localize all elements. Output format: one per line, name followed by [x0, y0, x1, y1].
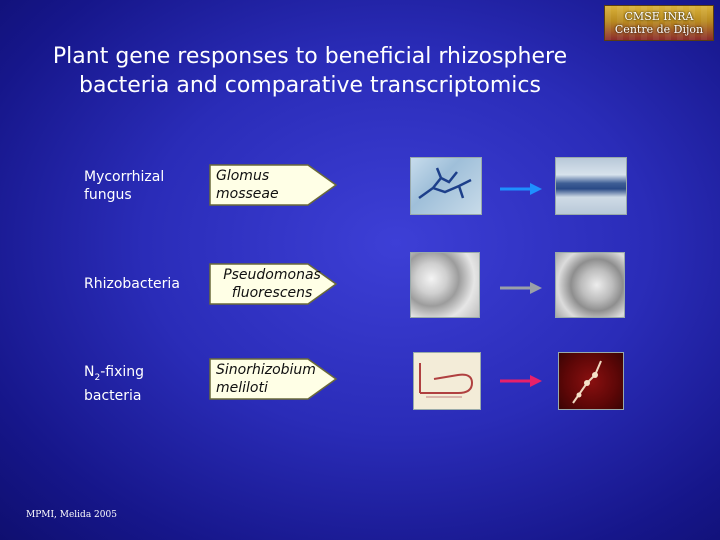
infection-thread-drawing — [414, 353, 480, 409]
logo-line-1: CMSE INRA — [624, 10, 694, 23]
nodulated-root-image — [558, 352, 624, 410]
bacteria-tem-image — [410, 252, 480, 318]
logo-line-2: Centre de Dijon — [614, 23, 704, 36]
row-label-line1: Rhizobacteria — [84, 276, 180, 292]
row-label-line1 — [84, 363, 144, 387]
footer-citation: MPMI, Melida 2005 — [26, 510, 117, 520]
organism-genus: Sinorhizobium — [216, 362, 316, 378]
label-fixing: -fixing — [100, 364, 145, 380]
organism-name — [216, 361, 328, 397]
organism-name — [216, 167, 328, 203]
organism-arrow-sinorhizobium — [208, 357, 338, 401]
transition-arrow-3 — [500, 372, 542, 384]
organism-genus: Glomus — [216, 168, 270, 184]
mycorrhiza-hyphae-image — [410, 157, 482, 215]
root-cell-tem-image — [555, 252, 625, 318]
row-label-n2-fixing — [84, 363, 144, 405]
organism-species: meliloti — [216, 380, 268, 396]
infection-thread-image — [413, 352, 481, 410]
row-label-mycorrhizal — [84, 168, 164, 204]
title-line-2: bacteria and comparative transcriptomics — [79, 73, 541, 98]
organism-genus: Pseudomonas — [223, 267, 321, 283]
transition-arrow-1 — [500, 180, 542, 192]
slide-title — [20, 42, 600, 100]
label-subscript: 2 — [94, 372, 101, 383]
row-label-line2: fungus — [84, 187, 132, 203]
title-line-1: Plant gene responses to beneficial rhizosphere — [52, 44, 568, 69]
organism-species: mosseae — [216, 186, 279, 202]
organism-name — [216, 266, 328, 302]
organism-species: fluorescens — [231, 285, 313, 301]
label-n: N — [84, 364, 95, 380]
hyphae-drawing — [411, 158, 481, 214]
row-label-line1: Mycorrhizal — [84, 169, 165, 185]
inra-logo — [604, 5, 714, 41]
organism-arrow-pseudomonas — [208, 262, 338, 306]
row-label-rhizobacteria — [84, 275, 180, 293]
row-label-line2: bacteria — [84, 387, 142, 404]
colonized-root-image — [555, 157, 627, 215]
nodule-drawing — [559, 353, 623, 409]
transition-arrow-2 — [500, 279, 542, 291]
organism-arrow-glomus — [208, 163, 338, 207]
